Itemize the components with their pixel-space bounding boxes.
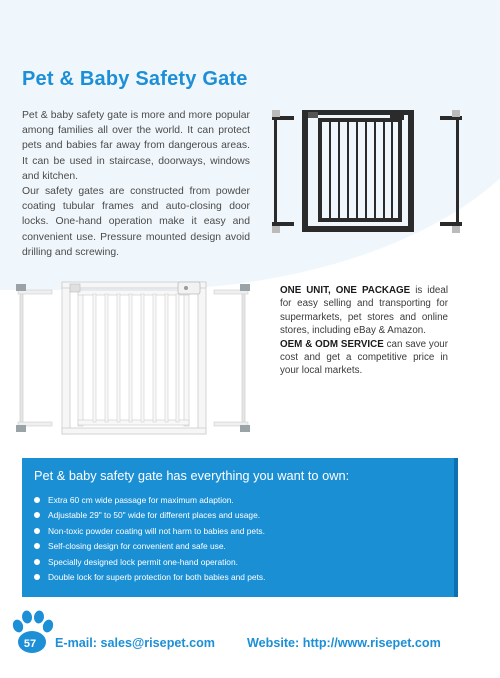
feature-text: Adjustable 29" to 50" wide for different places and usage. — [48, 510, 261, 521]
package-paragraph — [280, 284, 448, 338]
package-heading: ONE UNIT, ONE PACKAGE — [280, 285, 411, 296]
bullet-icon — [34, 528, 40, 534]
intro-paragraph-2: Our safety gates are constructed from powder coating tubular frames and auto-closing door locks. One-hand operation make it easy and convenient use. Pressure mounted design avoid drilling and screwing. — [22, 186, 250, 258]
feature-text: Self-closing design for convenient and safe use. — [48, 541, 226, 552]
intro-text — [22, 108, 250, 260]
bullet-icon — [34, 497, 40, 503]
feature-text: Specially designed lock permit one-hand operation. — [48, 556, 238, 567]
email-contact: E-mail: sales@risepet.com — [55, 636, 215, 650]
features-heading: Pet & baby safety gate has everything you want to own: — [34, 468, 350, 483]
white-safety-gate-image — [14, 278, 254, 438]
intro-paragraph-1: Pet & baby safety gate is more and more popular among families all over the world. It can protect pets and babies far away from dangerous areas. It can be used in staircase, doorways, windows and kitchen. — [22, 110, 250, 182]
package-description: is ideal for easy selling and transporting for supermarkets, pet stores and online stores, including eBay & Amazon. — [280, 285, 448, 337]
service-description: can save your cost and get a competitive price in your local markets. — [280, 338, 448, 377]
website-contact: Website: http://www.risepet.com — [247, 636, 441, 650]
bullet-icon — [34, 512, 40, 518]
package-service-text — [280, 284, 448, 378]
feature-text: Non-toxic powder coating will not harm to babies and pets. — [48, 525, 265, 536]
feature-item — [34, 493, 265, 508]
feature-item — [34, 508, 265, 523]
feature-item — [34, 539, 265, 554]
service-paragraph — [280, 338, 448, 378]
black-safety-gate-image — [272, 106, 462, 236]
features-panel — [22, 458, 458, 597]
feature-item — [34, 524, 265, 539]
feature-item — [34, 555, 265, 570]
page-number: 57 — [23, 638, 37, 650]
page-title: Pet & Baby Safety Gate — [22, 68, 248, 90]
feature-text: Extra 60 cm wide passage for maximum adaption. — [48, 495, 234, 505]
features-panel-accent — [454, 458, 458, 597]
bullet-icon — [34, 543, 40, 549]
feature-item — [34, 570, 265, 585]
bullet-icon — [34, 559, 40, 565]
service-heading: OEM & ODM SERVICE — [280, 338, 384, 350]
bullet-icon — [34, 574, 40, 580]
feature-text: Double lock for superb protection for both babies and pets. — [48, 572, 266, 583]
features-list — [34, 493, 265, 585]
